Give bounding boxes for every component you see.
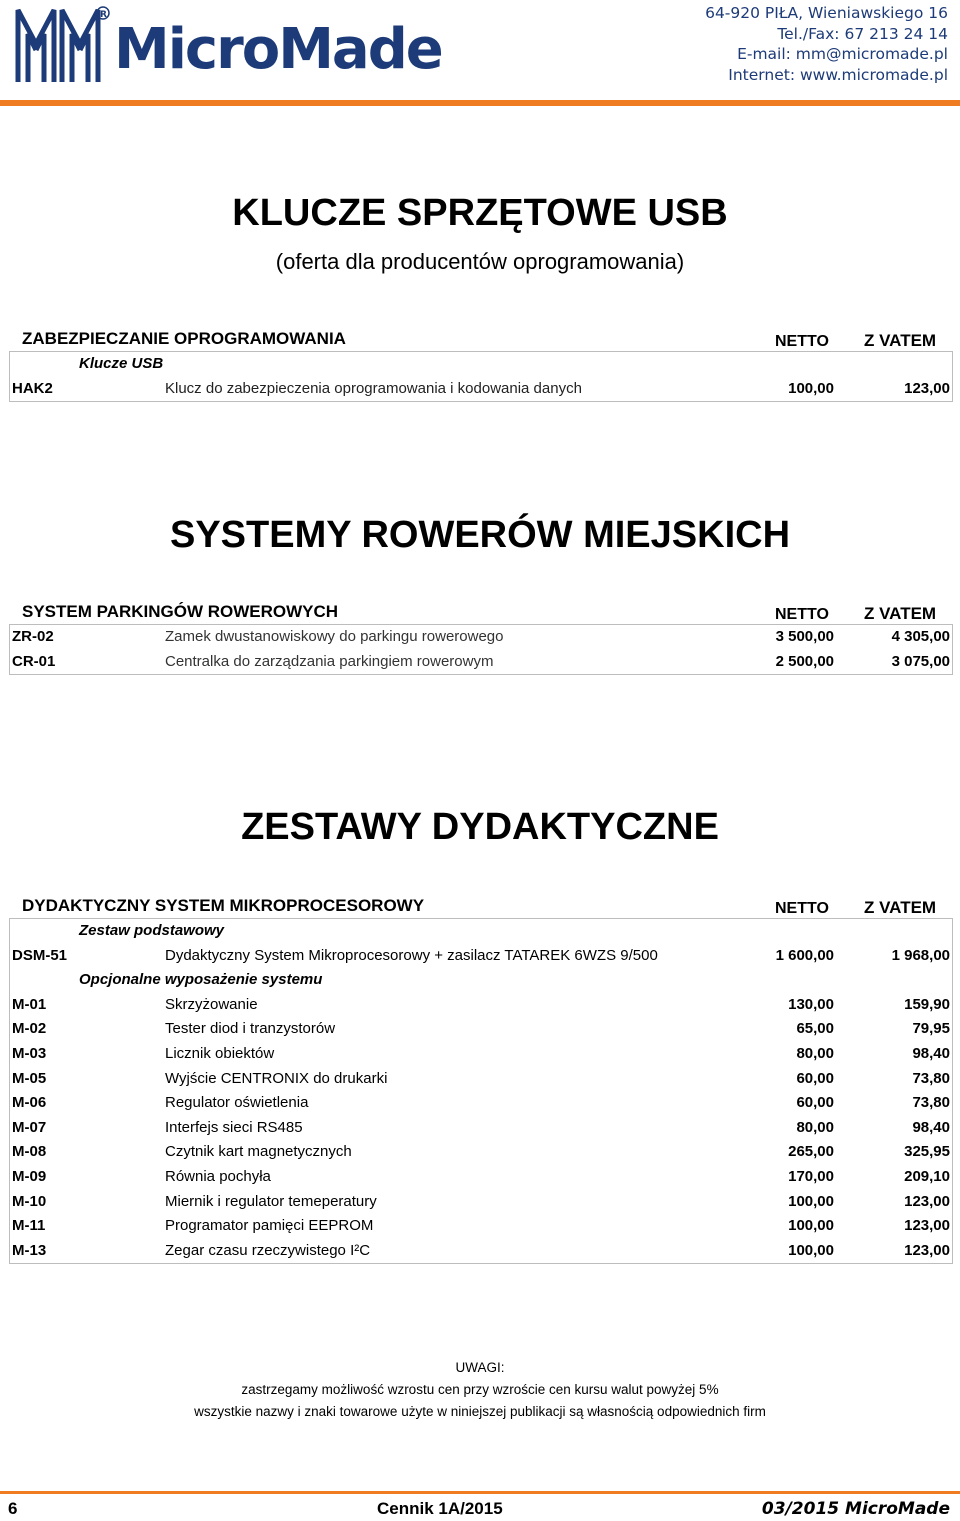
section-subtitle-usb-keys: (oferta dla producentów oprogramowania) <box>275 249 685 274</box>
table-row <box>10 1067 952 1092</box>
price-netto: 265,00 <box>788 1143 834 1161</box>
table-body <box>9 624 953 675</box>
table-row <box>10 1214 952 1239</box>
price-netto: 80,00 <box>796 1118 834 1136</box>
product-description: Programator pamięci EEPROM <box>165 1217 374 1235</box>
price-vat: 3 075,00 <box>891 652 950 670</box>
product-description: Czytnik kart magnetycznych <box>165 1143 352 1161</box>
section-title-bike-systems: SYSTEMY ROWERÓW MIEJSKICH <box>169 514 791 556</box>
table-row <box>10 1140 952 1165</box>
price-netto: 100,00 <box>788 379 834 397</box>
product-description: Tester diod i tranzystorów <box>165 1020 336 1038</box>
product-code: HAK2 <box>12 379 53 397</box>
footer-divider <box>0 1491 960 1494</box>
product-code: M-06 <box>12 1094 47 1112</box>
price-vat: 73,80 <box>912 1094 950 1112</box>
micromade-logo-mark-icon <box>14 4 110 86</box>
product-description: Zegar czasu rzeczywistego I²C <box>165 1241 371 1259</box>
column-vat: Z VATEM <box>864 604 937 623</box>
price-netto: 170,00 <box>788 1167 834 1185</box>
table-row <box>10 944 952 969</box>
price-netto: 60,00 <box>796 1094 834 1112</box>
product-code: ZR-02 <box>12 628 54 645</box>
price-vat: 79,95 <box>912 1020 950 1038</box>
catalog-name: Cennik 1A/2015 <box>377 1499 503 1518</box>
price-netto: 3 500,00 <box>775 628 834 645</box>
contact-website: Internet: www.micromade.pl <box>728 65 948 84</box>
price-netto: 1 600,00 <box>775 946 834 964</box>
column-netto: NETTO <box>775 900 829 917</box>
table-title: ZABEZPIECZANIE OPROGRAMOWANIA <box>22 329 346 348</box>
section-title-didactic-kits: ZESTAWY DYDAKTYCZNE <box>241 806 719 848</box>
price-netto: 60,00 <box>796 1069 834 1087</box>
product-description: Licznik obiektów <box>165 1044 275 1062</box>
product-code: M-05 <box>12 1069 47 1087</box>
notes-line-currency: zastrzegamy możliwość wzrostu cen przy wzroście cen kursu walut powyżej 5% <box>241 1382 719 1397</box>
product-code: M-13 <box>12 1241 47 1259</box>
price-vat: 1 968,00 <box>891 946 950 964</box>
table-header <box>9 325 953 351</box>
product-description: Równia pochyła <box>165 1167 271 1185</box>
column-vat: Z VATEM <box>864 898 937 917</box>
notes-heading: UWAGI: <box>455 1360 505 1375</box>
table-row <box>10 1116 952 1141</box>
table-software-protection <box>9 325 953 402</box>
product-description: Miernik i regulator temeperatury <box>165 1192 377 1210</box>
table-body <box>9 918 953 1264</box>
product-code: M-09 <box>12 1167 47 1185</box>
price-vat: 4 305,00 <box>891 628 950 645</box>
table-row <box>10 1091 952 1116</box>
notes <box>0 1357 960 1423</box>
table-row <box>10 625 952 650</box>
price-netto: 65,00 <box>796 1020 834 1038</box>
product-description: Regulator oświetlenia <box>165 1094 309 1112</box>
column-netto: NETTO <box>775 333 829 350</box>
price-netto: 100,00 <box>788 1241 834 1259</box>
column-netto: NETTO <box>775 606 829 623</box>
table-row <box>10 993 952 1018</box>
price-vat: 159,90 <box>904 995 950 1013</box>
contact-block <box>705 3 948 85</box>
table-microprocessor-system <box>9 892 953 1264</box>
table-header <box>9 892 953 918</box>
table-row <box>10 1042 952 1067</box>
price-vat: 73,80 <box>912 1069 950 1087</box>
footer-edition: 03/2015 MicroMade <box>761 1499 950 1519</box>
table-row <box>10 1165 952 1190</box>
table-row <box>10 1017 952 1042</box>
table-bike-parking <box>9 598 953 675</box>
product-code: M-08 <box>12 1143 47 1161</box>
svg-text:R: R <box>100 10 107 20</box>
section-title-usb-keys: KLUCZE SPRZĘTOWE USB <box>232 192 728 234</box>
product-description: Zamek dwustanowiskowy do parkingu rowerowego <box>165 628 504 645</box>
price-vat: 123,00 <box>904 1217 950 1235</box>
table-row <box>10 377 952 402</box>
product-description: Interfejs sieci RS485 <box>165 1118 303 1136</box>
micromade-logo <box>14 4 464 86</box>
price-vat: 98,40 <box>912 1118 950 1136</box>
product-code: M-07 <box>12 1118 47 1136</box>
product-code: CR-01 <box>12 652 56 670</box>
product-description: Klucz do zabezpieczenia oprogramowania i kodowania danych <box>165 379 582 397</box>
group-label-optional: Opcjonalne wyposażenie systemu <box>79 971 323 989</box>
group-label: Klucze USB <box>79 355 164 372</box>
optional-rows <box>10 993 952 1264</box>
product-description: Wyjście CENTRONIX do drukarki <box>165 1069 388 1087</box>
contact-email: E-mail: mm@micromade.pl <box>737 45 948 63</box>
product-code: M-02 <box>12 1020 47 1038</box>
footer <box>0 1497 960 1521</box>
product-description: Centralka do zarządzania parkingiem rowerowym <box>165 652 494 670</box>
group-label-basic-kit: Zestaw podstawowy <box>79 922 225 939</box>
table-header <box>9 598 953 624</box>
product-code: M-03 <box>12 1044 47 1062</box>
price-vat: 209,10 <box>904 1167 950 1185</box>
price-netto: 2 500,00 <box>775 652 834 670</box>
table-row <box>10 650 952 675</box>
page-number: 6 <box>8 1499 18 1518</box>
brand-name: MicroMade <box>114 17 442 82</box>
price-netto: 130,00 <box>788 995 834 1013</box>
product-description: Skrzyżowanie <box>165 995 258 1013</box>
notes-line-trademarks: wszystkie nazwy i znaki towarowe użyte w niniejszej publikacji są własnością odpowiednich firm <box>194 1404 766 1419</box>
price-vat: 123,00 <box>904 1241 950 1259</box>
price-netto: 100,00 <box>788 1192 834 1210</box>
table-title: DYDAKTYCZNY SYSTEM MIKROPROCESOROWY <box>22 896 425 915</box>
price-netto: 80,00 <box>796 1044 834 1062</box>
price-vat: 123,00 <box>904 379 950 397</box>
column-vat: Z VATEM <box>864 331 937 350</box>
contact-phone: Tel./Fax: 67 213 24 14 <box>777 24 948 43</box>
table-row <box>10 1239 952 1264</box>
contact-address: 64-920 PIŁA, Wieniawskiego 16 <box>705 4 948 22</box>
product-code: M-11 <box>12 1217 46 1235</box>
price-vat: 325,95 <box>904 1143 950 1161</box>
product-description: Dydaktyczny System Mikroprocesorowy + zasilacz TATAREK 6WZS 9/500 <box>165 946 658 964</box>
price-vat: 98,40 <box>912 1044 950 1062</box>
product-code: DSM-51 <box>12 946 68 964</box>
header-divider <box>0 100 960 106</box>
table-row <box>10 1190 952 1215</box>
price-netto: 100,00 <box>788 1217 834 1235</box>
table-body <box>9 351 953 402</box>
product-code: M-01 <box>12 995 47 1013</box>
table-title: SYSTEM PARKINGÓW ROWEROWYCH <box>22 602 339 621</box>
price-vat: 123,00 <box>904 1192 950 1210</box>
product-code: M-10 <box>12 1192 47 1210</box>
